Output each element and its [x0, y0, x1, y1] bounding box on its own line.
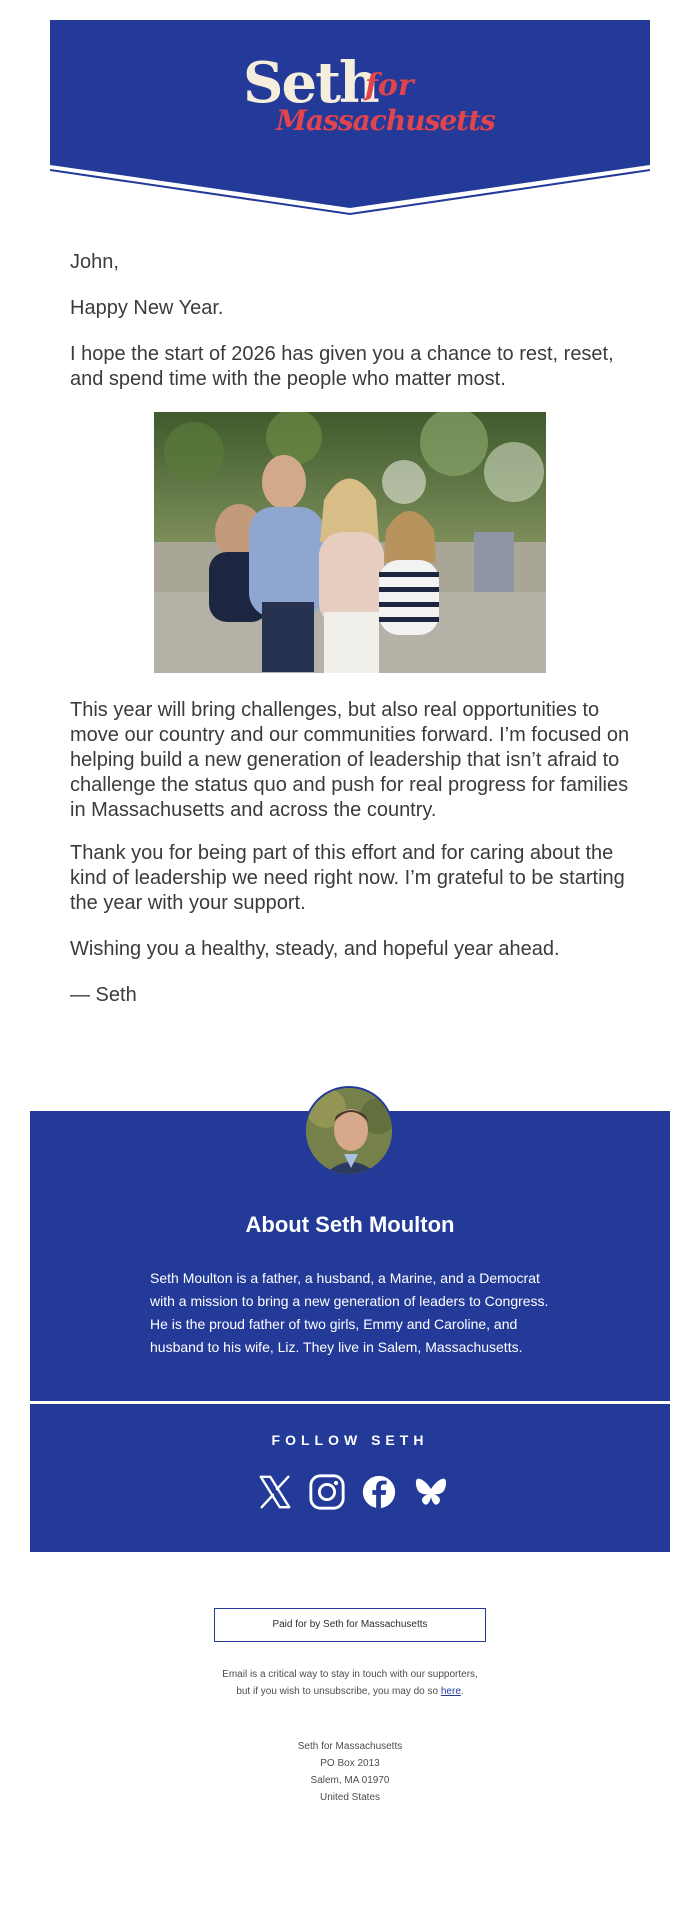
- about-title: About Seth Moulton: [245, 1212, 455, 1237]
- letter-paragraph-5: Wishing you a healthy, steady, and hopeful year ahead.: [70, 938, 560, 960]
- address-city: Salem, MA 01970: [310, 1775, 390, 1786]
- family-photo: [154, 412, 546, 673]
- mailing-address: [220, 1738, 480, 1806]
- letter-signoff: — Seth: [70, 984, 137, 1006]
- follow-section: [30, 1404, 670, 1552]
- paid-for-disclaimer: Paid for by Seth for Massachusetts: [214, 1608, 486, 1642]
- logo-name: Seth: [243, 50, 378, 116]
- logo-state: Massachusetts: [276, 104, 495, 137]
- letter-paragraph-1: Happy New Year.: [70, 297, 224, 319]
- letter-paragraph-3: This year will bring challenges, but also real opportunities to move our country and our communities forward. I’m focused on helping build a new generation of leadership that isn’t afraid to challenge the status quo and push for real progress for families in Massachusetts and across the country.: [70, 699, 630, 821]
- instagram-icon[interactable]: [308, 1473, 346, 1511]
- letter-greeting: John,: [70, 251, 119, 273]
- logo-for: for: [365, 68, 414, 103]
- x-icon[interactable]: [256, 1473, 294, 1511]
- address-org: Seth for Massachusetts: [297, 1741, 403, 1752]
- address-country: United States: [319, 1792, 381, 1803]
- letter-paragraph-2: I hope the start of 2026 has given you a chance to rest, reset, and spend time with the people who matter most.: [70, 343, 614, 390]
- about-body: Seth Moulton is a father, a husband, a Marine, and a Democrat with a mission to bring a new generation of leaders to Congress. He is the proud father of two girls, Emmy and Caroline, and husband to his wife, Liz. They live in Salem, Massachusetts.: [150, 1270, 549, 1355]
- follow-title: FOLLOW SETH: [271, 1432, 429, 1448]
- unsubscribe-period: .: [460, 1686, 464, 1697]
- letter-paragraph-4: Thank you for being part of this effort and for caring about the kind of leadership we need right now. I’m grateful to be starting the year with your support.: [70, 842, 625, 914]
- unsubscribe-text: Email is a critical way to stay in touch with our supporters, but if you wish to unsubscribe, you may do so: [222, 1669, 478, 1697]
- avatar: [304, 1086, 394, 1176]
- unsubscribe-link[interactable]: here: [440, 1686, 461, 1697]
- address-po-box: PO Box 2013: [320, 1758, 380, 1769]
- bluesky-icon[interactable]: [412, 1473, 450, 1511]
- header-banner: [50, 20, 650, 220]
- unsubscribe-note: [220, 1666, 480, 1700]
- facebook-icon[interactable]: [360, 1473, 398, 1511]
